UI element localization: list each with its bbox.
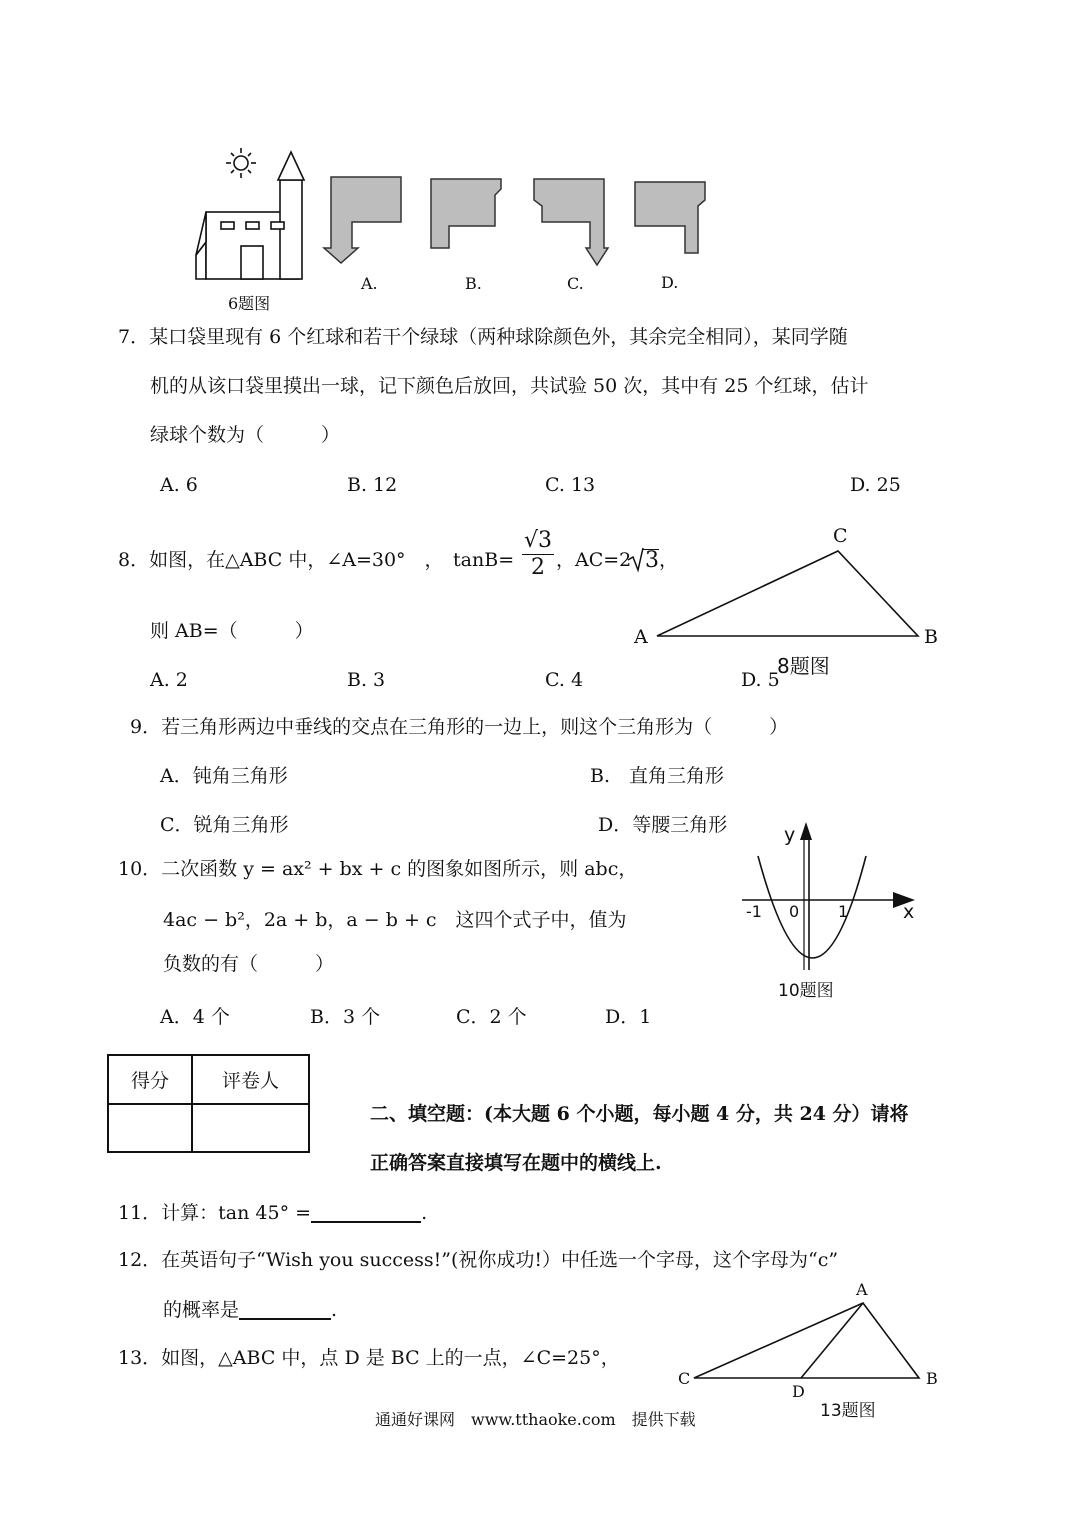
q8-label-c: C [833,525,848,547]
q10-axis-x: x [903,901,915,923]
q12-text: 的概率是 [163,1299,240,1321]
q10-line-2: 4ac − b²，2a + b，a − b + c 这四个式子中，值为 [163,909,627,931]
q8-frac-numerator: √3 [523,528,552,553]
q10-axis-y: y [784,824,796,846]
q6-caption: 6题图 [228,294,271,313]
q8-label-a: A [634,626,648,648]
section2-line-1: 二、填空题：(本大题 6 个小题，每小题 4 分，共 24 分）请将 [370,1103,909,1125]
grader-header: 评卷人 [192,1055,309,1104]
q6-option-a: A. [361,274,378,293]
q10-option-b: B．3 个 [310,1006,381,1028]
q8-line-2: 则 AB=（ ） [150,620,314,642]
q7-line-3: 绿球个数为（ ） [150,424,341,446]
q13-figure-caption: 13题图 [820,1401,876,1421]
q10-option-a: A．4 个 [160,1006,230,1028]
q11-period: . [421,1202,428,1224]
q8-stem-part1: 8．如图，在△ABC 中，∠A=30° ， tanB= [118,549,515,571]
q10-figure-caption: 10题图 [778,981,834,1001]
q8-option-a: A. 2 [150,669,188,691]
q9-option-c: C．锐角三角形 [160,814,289,836]
q12-line-1: 12．在英语句子“Wish you success!”(祝你成功!）中任选一个字母，这个字母为“c” [118,1249,839,1271]
q8-option-d: D. 5 [741,669,780,691]
q8-frac-denominator: 2 [531,555,545,580]
q10-option-d: D．1 [605,1006,652,1028]
q10-label-neg1: -1 [746,902,762,921]
q10-label-zero: 0 [789,902,800,921]
q7-line-2: 机的从该口袋里摸出一球，记下颜色后放回，共试验 50 次，其中有 25 个红球，估计 [150,375,869,397]
q8-sqrt-radicand: 3 [645,548,659,573]
page-footer: 通通好课网 www.tthaoke.com 提供下载 [375,1410,696,1429]
q13-label-c: C [678,1369,691,1388]
q7-option-d: D. 25 [850,474,901,496]
q6-option-d: D. [661,273,679,292]
q9-stem: 9．若三角形两边中垂线的交点在三角形的一边上，则这个三角形为（ ） [130,716,789,738]
q6-option-b: B. [465,274,482,293]
q13-label-b: B [926,1369,938,1388]
q13-label-d: D [792,1382,805,1401]
q12-period: . [331,1299,338,1321]
q10-label-one: 1 [838,902,849,921]
q9-option-b: B. 直角三角形 [590,765,725,787]
q7-option-b: B. 12 [347,474,398,496]
q6-option-c: C. [567,274,584,293]
q8-label-b: B [924,626,938,648]
q9-option-a: A．钝角三角形 [160,765,288,787]
q8-figure-caption: 8题图 [777,654,830,678]
score-header: 得分 [108,1055,192,1104]
q8-option-b: B. 3 [347,669,386,691]
q10-line-1: 10．二次函数 y = ax² + bx + c 的图象如图所示，则 abc， [118,858,638,880]
q13-stem: 13．如图，△ABC 中，点 D 是 BC 上的一点，∠C=25°， [118,1347,620,1369]
q7-option-a: A. 6 [160,474,198,496]
q10-option-c: C．2 个 [456,1006,527,1028]
q9-option-d: D．等腰三角形 [598,814,728,836]
q11-text: 11．计算：tan 45° = [118,1202,312,1224]
q8-stem-part2: ，AC=2 [556,549,632,571]
q7-line-1: 7．某口袋里现有 6 个红球和若干个绿球（两种球除颜色外，其余完全相同），某同学随 [118,326,848,348]
q7-option-c: C. 13 [545,474,596,496]
q8-stem-part3: ， [659,549,679,571]
q10-line-3: 负数的有（ ） [163,953,335,975]
q13-label-a: A [856,1280,868,1299]
q8-option-c: C. 4 [545,669,584,691]
section2-line-2: 正确答案直接填写在题中的横线上. [370,1152,662,1174]
